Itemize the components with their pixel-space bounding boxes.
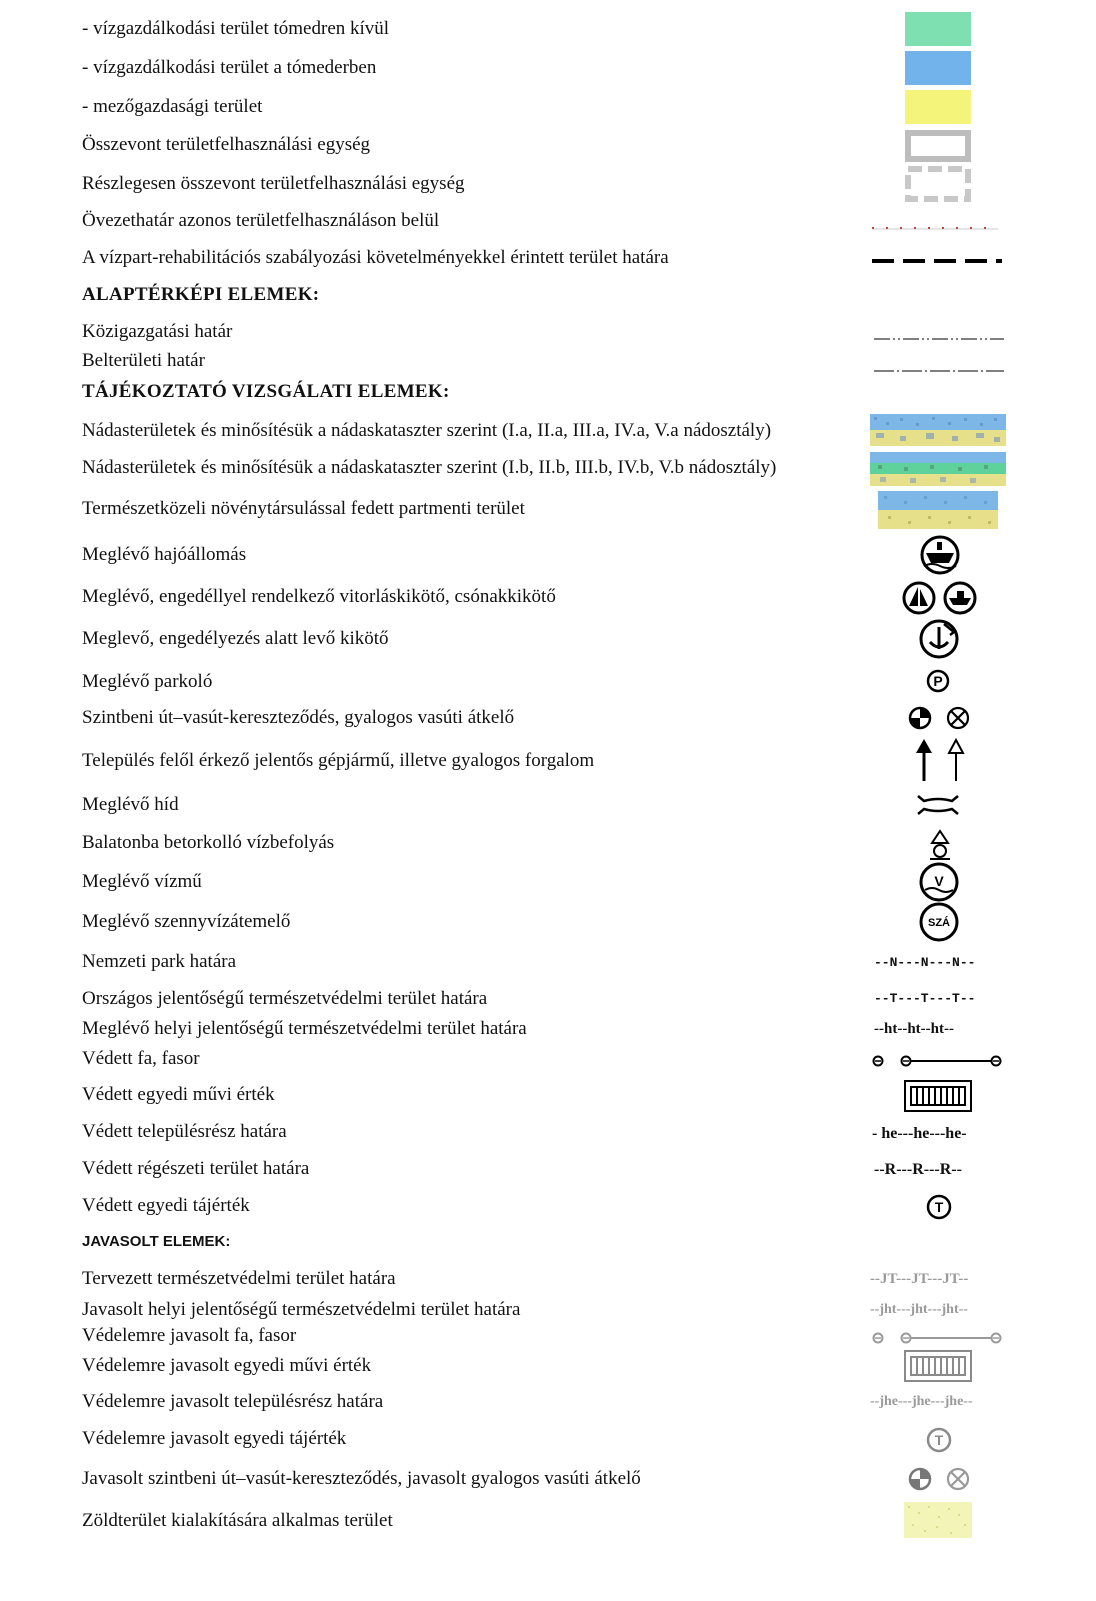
proposed-built-value-icon bbox=[904, 1350, 972, 1382]
natural-vegetation-swatch bbox=[878, 491, 998, 529]
bridge-icon bbox=[916, 793, 960, 817]
proposed-landscape-letter: T bbox=[934, 1432, 944, 1448]
legend-label: Nemzeti park határa bbox=[82, 951, 237, 972]
green-area-swatch bbox=[904, 1502, 972, 1538]
legend-label: Szintbeni út–vasút-kereszteződés, gyalogos vasúti átkelő bbox=[82, 707, 515, 728]
legend-label: Védelemre javasolt fa, fasor bbox=[82, 1325, 297, 1346]
legend-label: Település felől érkező jelentős gépjármű, illetve gyalogos forgalom bbox=[82, 750, 595, 771]
agricultural-swatch bbox=[905, 90, 971, 124]
rehab-boundary-line bbox=[872, 254, 1004, 268]
legend-label: Meglévő szennyvízátemelő bbox=[82, 911, 291, 932]
national-park-boundary-line: --N---N---N-- bbox=[874, 955, 976, 970]
legend-label: Országos jelentőségű természetvédelmi terület határa bbox=[82, 988, 488, 1009]
archaeological-boundary-line: --R---R---R-- bbox=[874, 1161, 962, 1178]
inner-area-boundary-line bbox=[874, 362, 1004, 370]
proposed-tree-row-icon bbox=[872, 1330, 1004, 1346]
legend-label: Nádasterületek és minősítésük a nádaskataszter szerint (I.b, II.b, III.b, IV.b, V.b nádosztály) bbox=[82, 457, 777, 478]
legend-label: Meglévő, engedéllyel rendelkező vitorláskikötő, csónakkikötő bbox=[82, 586, 556, 607]
harbour-permit-icon bbox=[916, 618, 962, 660]
water-inflow-icon bbox=[926, 829, 954, 861]
legend-label: Védett fa, fasor bbox=[82, 1048, 200, 1069]
traffic-arrows-icon bbox=[910, 737, 970, 783]
legend-label: Védett egyedi művi érték bbox=[82, 1084, 275, 1105]
waterworks-icon bbox=[918, 862, 960, 902]
national-protected-boundary-line: --T---T---T-- bbox=[874, 991, 976, 1006]
combined-unit-symbol bbox=[905, 130, 971, 162]
legend-label: Közigazgatási határ bbox=[82, 321, 233, 342]
partial-unit-symbol bbox=[905, 166, 971, 202]
legend-label: Védelemre javasolt egyedi tájérték bbox=[82, 1428, 347, 1449]
reed-class-b-swatch bbox=[870, 452, 1006, 486]
legend-label: Meglévő helyi jelentőségű természetvédelmi terület határa bbox=[82, 1018, 527, 1039]
legend-label: Övezethatár azonos területfelhasználáson belül bbox=[82, 210, 440, 231]
section-heading-alap: ALAPTÉRKÉPI ELEMEK: bbox=[82, 284, 320, 305]
reed-class-a-swatch bbox=[870, 414, 1006, 446]
legend-label: Balatonba betorkolló vízbefolyás bbox=[82, 832, 335, 853]
legend-label: Nádasterületek és minősítésük a nádaskataszter szerint (I.a, II.a, III.a, IV.a, V.a nádosztály) bbox=[82, 420, 772, 441]
protected-built-value-icon bbox=[904, 1080, 972, 1112]
level-crossing-icon bbox=[908, 706, 972, 730]
legend-label: Zöldterület kialakítására alkalmas terület bbox=[82, 1510, 393, 1531]
legend-label: Meglévő hajóállomás bbox=[82, 544, 247, 565]
protected-settlement-boundary-line: - he---he---he- bbox=[872, 1125, 967, 1142]
legend-label: - vízgazdálkodási terület a tómederben bbox=[82, 57, 377, 78]
parking-icon bbox=[926, 669, 950, 693]
sailing-harbour-icon bbox=[902, 580, 982, 616]
legend-label: Védett régészeti terület határa bbox=[82, 1158, 310, 1179]
landscape-value-icon bbox=[926, 1194, 952, 1220]
water-bed-swatch bbox=[905, 51, 971, 85]
protected-tree-row-icon bbox=[872, 1053, 1004, 1069]
legend-label: A vízpart-rehabilitációs szabályozási követelményekkel érintett terület határa bbox=[82, 247, 669, 268]
proposed-landscape-value-icon bbox=[926, 1427, 952, 1453]
legend-label: Meglevő, engedélyezés alatt levő kikötő bbox=[82, 628, 389, 649]
legend-label: Összevont területfelhasználási egység bbox=[82, 134, 371, 155]
ship-station-icon bbox=[918, 535, 962, 575]
sewage-pump-icon bbox=[918, 902, 960, 942]
legend-label: - mezőgazdasági terület bbox=[82, 96, 263, 117]
waterworks-letter: V bbox=[934, 873, 944, 889]
proposed-settlement-boundary-line: --jhe---jhe---jhe-- bbox=[870, 1394, 973, 1409]
legend-label: Belterületi határ bbox=[82, 350, 205, 371]
legend-label: Részlegesen összevont területfelhasználási egység bbox=[82, 173, 465, 194]
local-protected-boundary-line: --ht--ht--ht-- bbox=[874, 1021, 954, 1037]
legend-label: Védelemre javasolt településrész határa bbox=[82, 1391, 384, 1412]
legend-label: Védett településrész határa bbox=[82, 1121, 287, 1142]
legend-label: Természetközeli növénytársulással fedett partmenti terület bbox=[82, 498, 525, 519]
legend-label: - vízgazdálkodási terület tómedren kívül bbox=[82, 18, 390, 39]
legend-label: Meglévő vízmű bbox=[82, 871, 202, 892]
legend-label: Védett egyedi tájérték bbox=[82, 1195, 250, 1216]
water-outside-swatch bbox=[905, 12, 971, 46]
legend-label: Védelemre javasolt egyedi művi érték bbox=[82, 1355, 372, 1376]
sewage-letters: SZÁ bbox=[928, 917, 950, 929]
proposed-local-protected-boundary-line: --jht---jht---jht-- bbox=[870, 1302, 968, 1317]
legend-label: Meglévő parkoló bbox=[82, 671, 213, 692]
section-heading-tajekoztato: TÁJÉKOZTATÓ VIZSGÁLATI ELEMEK: bbox=[82, 381, 450, 402]
admin-boundary-line bbox=[874, 330, 1004, 338]
zone-boundary-line bbox=[872, 218, 1000, 228]
legend-label: Javasolt helyi jelentőségű természetvédelmi terület határa bbox=[82, 1299, 521, 1320]
legend-label: Tervezett természetvédelmi terület határa bbox=[82, 1268, 396, 1289]
legend-label: Meglévő híd bbox=[82, 794, 179, 815]
landscape-letter: T bbox=[934, 1199, 944, 1215]
planned-protected-boundary-line: --JT---JT---JT-- bbox=[870, 1271, 969, 1287]
parking-letter: P bbox=[933, 673, 943, 689]
proposed-level-crossing-icon bbox=[908, 1466, 972, 1492]
legend-label: Javasolt szintbeni út–vasút-kereszteződés, javasolt gyalogos vasúti átkelő bbox=[82, 1468, 641, 1489]
section-heading-javasolt: JAVASOLT ELEMEK: bbox=[82, 1233, 231, 1250]
